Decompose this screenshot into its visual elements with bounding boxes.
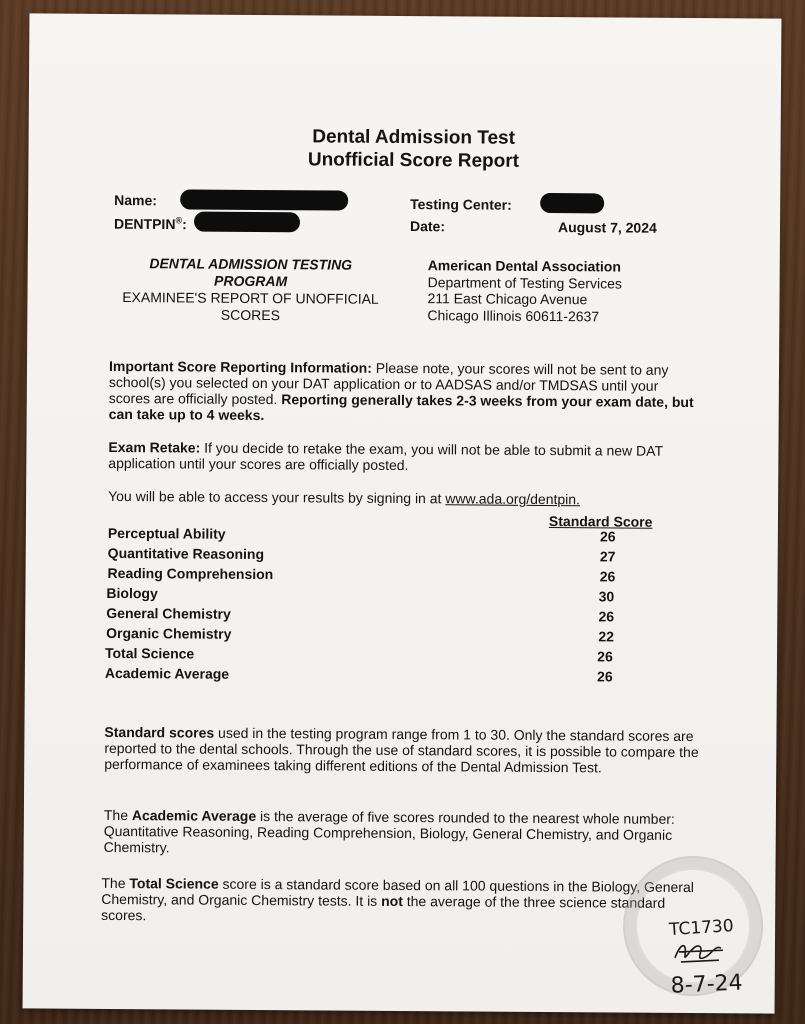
dentpin-redaction	[194, 212, 300, 233]
score-label: Perceptual Ability	[107, 524, 226, 542]
dentpin-label: DENTPIN®:	[113, 215, 187, 233]
handwritten-center-code: TC1730	[668, 916, 735, 941]
handwritten-date: 8-7-24	[670, 970, 744, 999]
score-label: Biology	[106, 584, 158, 602]
program-line2: PROGRAM	[214, 272, 288, 290]
standard-score-header: Standard Score	[548, 513, 653, 530]
program-line3: EXAMINEE'S REPORT OF UNOFFICIAL	[122, 289, 379, 307]
score-label: Reading Comprehension	[107, 564, 274, 583]
dentpin-link[interactable]: www.ada.org/dentpin.	[445, 490, 581, 508]
date-value: August 7, 2024	[557, 219, 657, 236]
important-bold: Reporting generally takes 2-3 weeks from your exam date, but can take up to 4 weeks.	[108, 391, 694, 424]
program-line4: SCORES	[220, 306, 281, 324]
score-label: Total Science	[104, 644, 195, 662]
score-value: 30	[598, 588, 615, 605]
program-line1: DENTAL ADMISSION TESTING	[149, 255, 353, 273]
name-redaction	[180, 189, 348, 210]
score-label: Organic Chemistry	[106, 624, 232, 642]
testing-center-redaction	[540, 193, 604, 213]
total-science-note: The Total Science score is a standard score based on all 100 questions in the Biology, General Chemistry, and Organic Chemistry tests. It is not the average of the three science standard scores.	[101, 874, 694, 924]
testing-center-label: Testing Center:	[410, 196, 512, 213]
score-value: 22	[598, 628, 614, 645]
ada-dept: Department of Testing Services	[427, 273, 622, 292]
important-label: Important Score Reporting Information:	[108, 357, 372, 376]
handwritten-initials-signature	[671, 938, 729, 966]
program-block	[105, 255, 395, 325]
retake-label: Exam Retake:	[108, 438, 201, 456]
score-label: Academic Average	[104, 664, 230, 682]
name-label: Name:	[114, 191, 158, 209]
ada-street: 211 East Chicago Avenue	[427, 290, 588, 308]
ada-city: Chicago Illinois 60611-2637	[427, 306, 600, 324]
score-value: 26	[598, 608, 615, 625]
standard-scores-note: Standard scores used in the testing program range from 1 to 30. Only the standard scores are reported to the dental schools. Through the use of standard scores, it is possible to compare the performance of examinees taking different editions of the Dental Admission Test.	[104, 723, 699, 776]
date-label: Date:	[409, 218, 446, 235]
score-row	[105, 665, 625, 689]
score-report-paper	[23, 13, 782, 1013]
report-title-line1: Dental Admission Test	[312, 126, 516, 149]
score-value: 26	[597, 648, 613, 665]
score-value: 26	[599, 568, 616, 585]
score-value: 27	[599, 548, 616, 565]
important-info-paragraph: Important Score Reporting Information: Please note, your scores will not be sent to any school(s) you selected on your DAT application or to AADSAS and/or TMDSAS until your scores are officially posted. Reporting generally takes 2-3 weeks from your exam date, but can take up to 4 weeks.	[108, 357, 694, 424]
academic-average-note: The Academic Average is the average of five scores rounded to the nearest whole number: Quantitative Reasoning, Reading Comprehension, Biology, General Chemistry, and Organic Chemistry.	[103, 806, 675, 856]
score-label: Quantitative Reasoning	[107, 544, 265, 563]
access-paragraph: You will be able to access your results by signing in at www.ada.org/dentpin.	[108, 487, 581, 508]
score-label: General Chemistry	[106, 604, 231, 622]
ada-name: American Dental Association	[427, 257, 622, 275]
ada-address	[427, 257, 622, 324]
retake-paragraph: Exam Retake: If you decide to retake the exam, you will not be able to submit a new DAT application until your scores are officially posted.	[108, 438, 663, 474]
score-value: 26	[599, 528, 616, 545]
score-value: 26	[597, 668, 613, 685]
report-title-line2: Unofficial Score Report	[307, 149, 520, 172]
